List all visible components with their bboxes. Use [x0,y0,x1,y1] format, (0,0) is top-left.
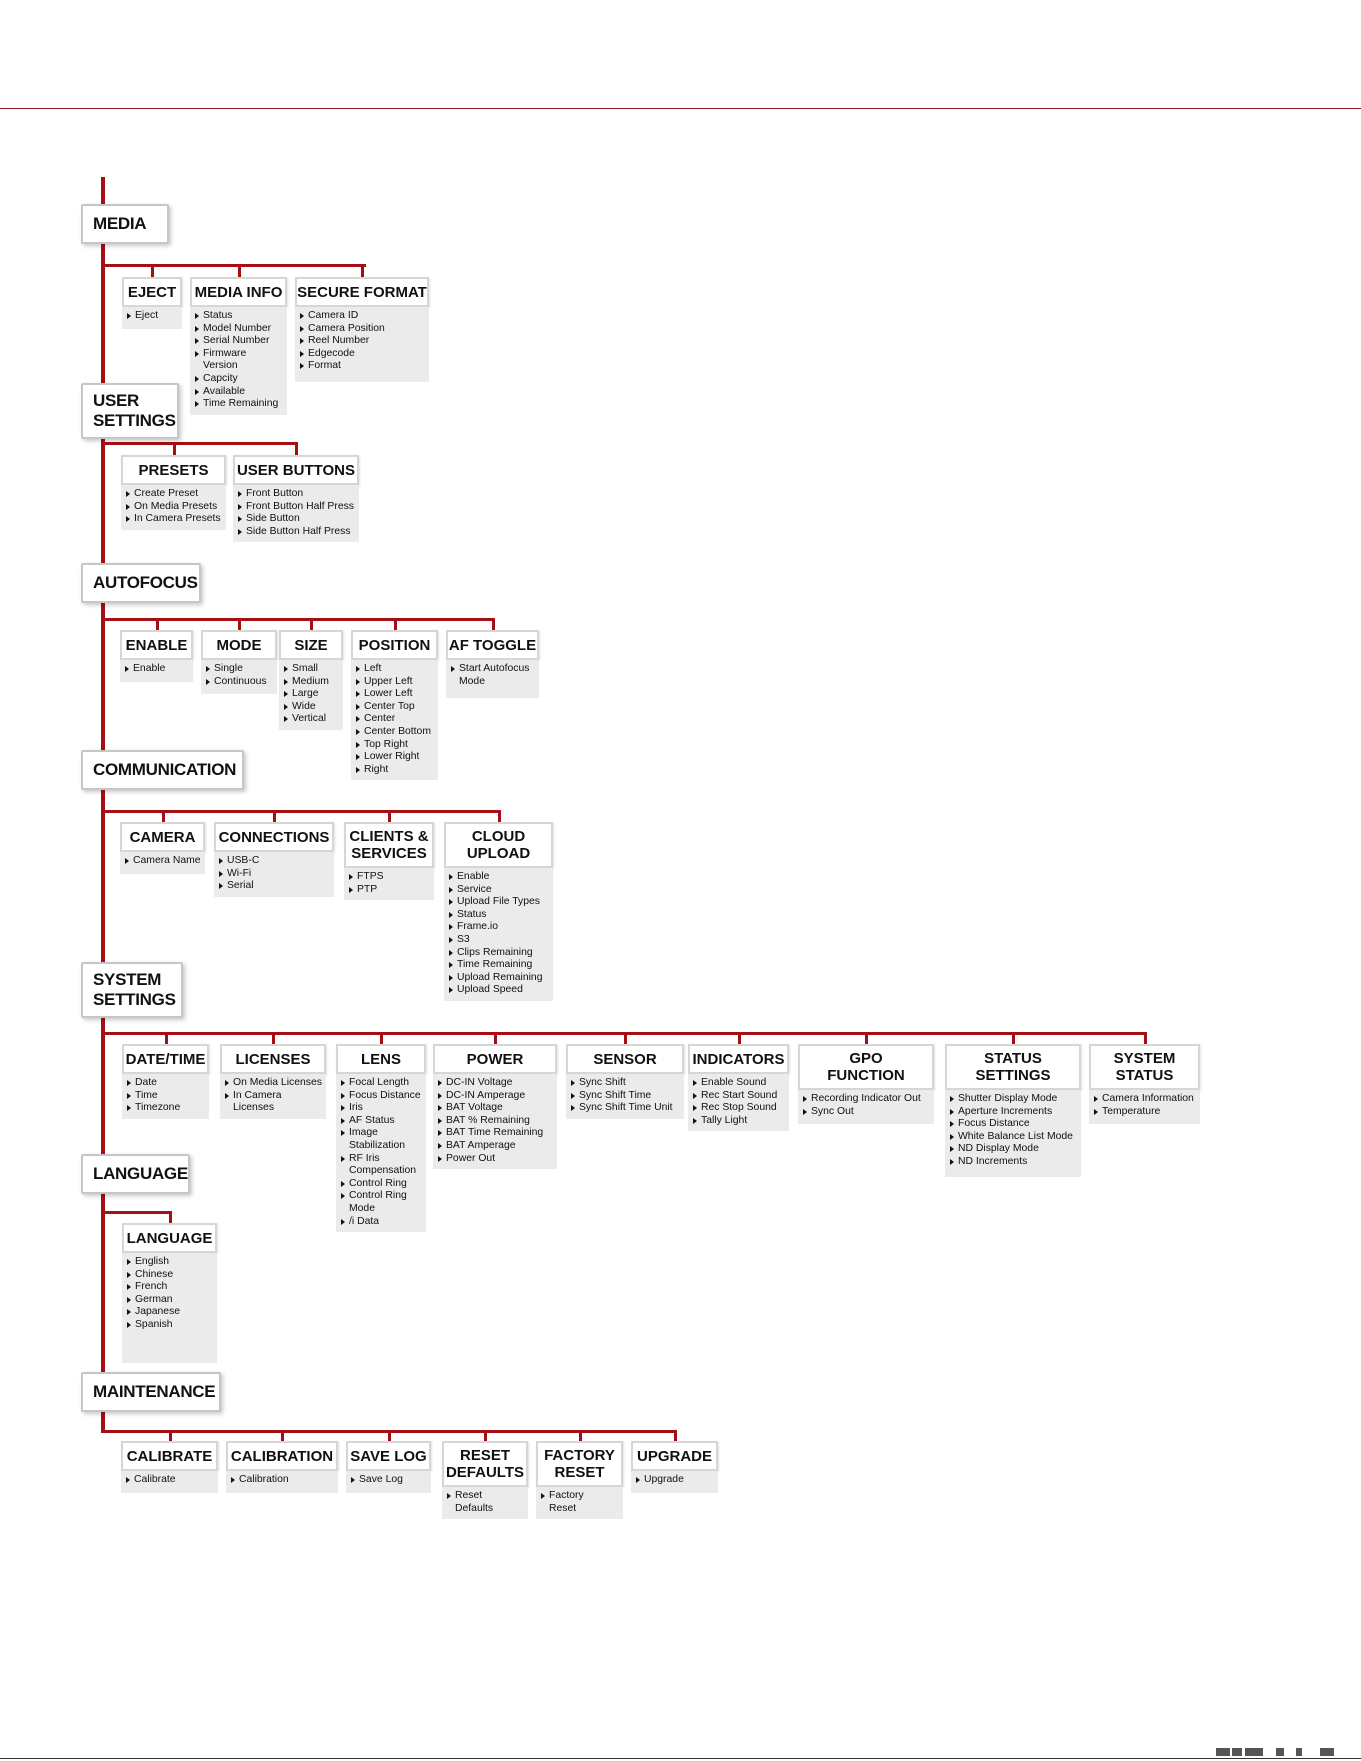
menu-item[interactable]: Camera Position [299,323,425,336]
submenu-items [631,1471,718,1493]
menu-item[interactable]: Status [194,310,283,323]
submenu-items [121,1471,218,1493]
menu-item[interactable]: Sync Shift Time Unit [570,1102,680,1115]
submenu-title[interactable]: LENS [336,1044,426,1074]
menu-item[interactable]: Camera ID [299,310,425,323]
submenu-items [122,307,182,329]
submenu-secure-format [295,277,429,382]
menu-item[interactable]: Camera Information [1093,1093,1196,1106]
menu-item[interactable]: Enable Sound [692,1077,785,1090]
menu-item[interactable]: On Media Presets [125,501,222,514]
submenu-items [446,660,539,698]
submenu-items [121,485,226,530]
submenu-items [336,1074,426,1232]
section-communication[interactable]: COMMUNICATION [81,750,244,790]
menu-item[interactable]: Rec Start Sound [692,1090,785,1103]
menu-item[interactable]: ND Increments [949,1156,1077,1169]
menu-item[interactable]: Firmware Version [194,348,283,373]
menu-item[interactable]: On Media Licenses [224,1077,322,1090]
menu-item[interactable]: Image Stabilization [340,1127,422,1152]
menu-item[interactable]: Single [205,663,273,676]
submenu-title[interactable]: LANGUAGE [122,1223,217,1253]
submenu-size [279,630,343,730]
menu-item[interactable]: Wide [283,701,339,714]
submenu-presets [121,455,226,530]
connector-eject [151,264,154,277]
menu-item[interactable]: Iris [340,1102,422,1115]
connector-calibration [281,1430,284,1441]
menu-item[interactable]: Time Remaining [194,398,283,411]
submenu-items [201,660,277,694]
submenu-save-log [346,1441,431,1493]
submenu-enable [120,630,193,682]
footer-mark [1245,1748,1263,1756]
submenu-language [122,1223,217,1363]
menu-item[interactable]: Save Log [350,1474,427,1487]
menu-item[interactable]: Upper Left [355,676,434,689]
menu-item[interactable]: Left [355,663,434,676]
submenu-items [442,1487,528,1519]
menu-item[interactable]: White Balance List Mode [949,1131,1077,1144]
menu-item[interactable]: Available [194,386,283,399]
menu-item[interactable]: AF Status [340,1115,422,1128]
branch-line-autofocus [101,618,493,621]
submenu-title[interactable]: UPGRADE [631,1441,718,1471]
submenu-title[interactable]: CAMERA [120,822,205,852]
submenu-title[interactable]: MEDIA INFO [190,277,287,307]
menu-item[interactable]: Sync Shift [570,1077,680,1090]
submenu-items [214,852,334,897]
menu-item[interactable]: English [126,1256,213,1269]
menu-item[interactable]: Medium [283,676,339,689]
menu-item[interactable]: Serial [218,880,330,893]
footer-mark [1276,1748,1284,1756]
menu-item[interactable]: In Camera Presets [125,513,222,526]
menu-item[interactable]: German [126,1294,213,1307]
menu-item[interactable]: Large [283,688,339,701]
connector-clients-services [388,810,391,822]
menu-item[interactable]: Enable [448,871,549,884]
menu-item[interactable]: Side Button Half Press [237,526,355,539]
submenu-title[interactable]: STATUS SETTINGS [945,1044,1081,1090]
connector-power [494,1032,497,1044]
menu-item[interactable]: BAT % Remaining [437,1115,553,1128]
menu-item[interactable]: Sync Out [802,1106,930,1119]
connector-enable [156,618,159,630]
submenu-lens [336,1044,426,1232]
connector-af-toggle [492,618,495,630]
submenu-af-toggle [446,630,539,698]
footer-mark [1232,1748,1242,1756]
menu-item[interactable]: Date [126,1077,205,1090]
menu-item[interactable]: BAT Time Remaining [437,1127,553,1140]
section-maintenance[interactable]: MAINTENANCE [81,1372,221,1412]
submenu-items [233,485,359,542]
menu-item[interactable]: Reel Number [299,335,425,348]
submenu-user-buttons [233,455,359,542]
submenu-licenses [220,1044,326,1119]
submenu-items [220,1074,326,1119]
menu-item[interactable]: Chinese [126,1269,213,1282]
menu-item[interactable]: Time [126,1090,205,1103]
menu-item[interactable]: BAT Voltage [437,1102,553,1115]
submenu-title[interactable]: SECURE FORMAT [295,277,429,307]
submenu-clients-services [344,822,434,900]
menu-item[interactable]: Sync Shift Time [570,1090,680,1103]
submenu-title[interactable]: RESET DEFAULTS [442,1441,528,1487]
menu-item[interactable]: Center Top [355,701,434,714]
submenu-items [295,307,429,382]
submenu-items [945,1090,1081,1177]
submenu-title[interactable]: CLOUD UPLOAD [444,822,553,868]
submenu-items [190,307,287,415]
menu-item[interactable]: DC-IN Amperage [437,1090,553,1103]
menu-item[interactable]: Focus Distance [949,1118,1077,1131]
submenu-title[interactable]: EJECT [122,277,182,307]
submenu-date-time [122,1044,209,1119]
connector-size [310,618,313,630]
menu-item[interactable]: Right [355,764,434,777]
menu-item[interactable]: Calibration [230,1474,334,1487]
menu-item[interactable]: Model Number [194,323,283,336]
submenu-reset-defaults [442,1441,528,1519]
submenu-items [536,1487,623,1519]
submenu-items [566,1074,684,1119]
menu-item[interactable]: Control Ring [340,1178,422,1191]
connector-upgrade [674,1430,677,1441]
footer-rule [0,1758,1361,1759]
menu-item[interactable]: Enable [124,663,189,676]
submenu-title[interactable]: SYSTEM STATUS [1089,1044,1200,1090]
connector-sensor [624,1032,627,1044]
section-language[interactable]: LANGUAGE [81,1154,190,1194]
submenu-factory-reset [536,1441,623,1519]
menu-item[interactable]: Service [448,884,549,897]
connector-gpo-function [865,1032,868,1044]
submenu-items [226,1471,338,1493]
section-user-settings[interactable]: USER SETTINGS [81,383,179,439]
menu-item[interactable]: Center [355,713,434,726]
menu-item[interactable]: Time Remaining [448,959,549,972]
connector-save-log [388,1430,391,1441]
menu-item[interactable]: Reset Defaults [446,1490,524,1515]
connector-reset-defaults [484,1430,487,1441]
connector-position [394,618,397,630]
connector-secure-format [361,264,364,277]
menu-item[interactable]: Focus Distance [340,1090,422,1103]
submenu-title[interactable]: CALIBRATION [226,1441,338,1471]
menu-item[interactable]: Timezone [126,1102,205,1115]
submenu-upgrade [631,1441,718,1493]
submenu-title[interactable]: CONNECTIONS [214,822,334,852]
menu-item[interactable]: Clips Remaining [448,947,549,960]
menu-item[interactable]: USB-C [218,855,330,868]
menu-item[interactable]: Format [299,360,425,373]
submenu-calibration [226,1441,338,1493]
connector-licenses [272,1032,275,1044]
branch-line-media [101,264,366,267]
connector-camera [162,810,165,822]
submenu-items [351,660,438,780]
menu-item[interactable]: Lower Right [355,751,434,764]
menu-item[interactable]: Upload File Types [448,896,549,909]
menu-item[interactable]: Control Ring Mode [340,1190,422,1215]
submenu-items [1089,1090,1200,1124]
menu-item[interactable]: Continuous [205,676,273,689]
menu-item[interactable]: Front Button [237,488,355,501]
menu-item[interactable]: /i Data [340,1216,422,1229]
submenu-title[interactable]: SIZE [279,630,343,660]
menu-item[interactable]: Calibrate [125,1474,214,1487]
footer-mark [1296,1748,1302,1756]
menu-item[interactable]: Tally Light [692,1115,785,1128]
submenu-title[interactable]: ENABLE [120,630,193,660]
menu-item[interactable]: Small [283,663,339,676]
submenu-status-settings [945,1044,1081,1177]
header-rule [0,108,1361,109]
menu-item[interactable]: Vertical [283,713,339,726]
menu-item[interactable]: Wi-Fi [218,868,330,881]
connector-date-time [165,1032,168,1044]
submenu-system-status [1089,1044,1200,1124]
menu-item[interactable]: Spanish [126,1319,213,1332]
submenu-items [346,1471,431,1493]
connector-cloud-upload [498,810,501,822]
section-system-settings[interactable]: SYSTEM SETTINGS [81,962,183,1018]
menu-item[interactable]: Center Bottom [355,726,434,739]
menu-item[interactable]: Front Button Half Press [237,501,355,514]
submenu-title[interactable]: SENSOR [566,1044,684,1074]
submenu-title[interactable]: CLIENTS & SERVICES [344,822,434,868]
menu-item[interactable]: Recording Indicator Out [802,1093,930,1106]
menu-item[interactable]: Frame.io [448,921,549,934]
menu-item[interactable]: Focal Length [340,1077,422,1090]
menu-item[interactable]: Top Right [355,739,434,752]
menu-item[interactable]: Upgrade [635,1474,714,1487]
submenu-items [122,1253,217,1363]
menu-item[interactable]: ND Display Mode [949,1143,1077,1156]
submenu-items [344,868,434,900]
footer-mark [1216,1748,1230,1756]
branch-line-user-settings [101,442,297,445]
submenu-title[interactable]: GPO FUNCTION [798,1044,934,1090]
submenu-gpo-function [798,1044,934,1124]
submenu-items [444,868,553,1001]
submenu-connections [214,822,334,897]
submenu-title[interactable]: POWER [433,1044,557,1074]
connector-user-buttons [295,442,298,455]
submenu-title[interactable]: USER BUTTONS [233,455,359,485]
submenu-cloud-upload [444,822,553,1001]
footer-mark [1320,1748,1334,1756]
menu-item[interactable]: BAT Amperage [437,1140,553,1153]
menu-item[interactable]: Upload Speed [448,984,549,997]
menu-item[interactable]: Capcity [194,373,283,386]
menu-item[interactable]: Temperature [1093,1106,1196,1119]
menu-item[interactable]: Japanese [126,1306,213,1319]
menu-item[interactable]: Start Autofocus Mode [450,663,535,688]
submenu-items [120,660,193,682]
submenu-calibrate [121,1441,218,1493]
menu-item[interactable]: Status [448,909,549,922]
connector-media-info [238,264,241,277]
submenu-camera [120,822,205,874]
menu-item[interactable]: Create Preset [125,488,222,501]
menu-item[interactable]: French [126,1281,213,1294]
submenu-items [122,1074,209,1119]
submenu-title[interactable]: AF TOGGLE [446,630,539,660]
branch-line-language [101,1211,172,1214]
submenu-title[interactable]: INDICATORS [688,1044,789,1074]
connector-factory-reset [579,1430,582,1441]
submenu-title[interactable]: FACTORY RESET [536,1441,623,1487]
connector-calibrate [169,1430,172,1441]
submenu-position [351,630,438,780]
menu-item[interactable]: Rec Stop Sound [692,1102,785,1115]
submenu-title[interactable]: DATE/TIME [122,1044,209,1074]
menu-item[interactable]: Lower Left [355,688,434,701]
section-media[interactable]: MEDIA [81,204,169,244]
menu-item[interactable]: Serial Number [194,335,283,348]
menu-item[interactable]: Aperture Increments [949,1106,1077,1119]
submenu-sensor [566,1044,684,1119]
submenu-title[interactable]: CALIBRATE [121,1441,218,1471]
menu-item[interactable]: Edgecode [299,348,425,361]
section-autofocus[interactable]: AUTOFOCUS [81,563,201,603]
menu-item[interactable]: Upload Remaining [448,972,549,985]
submenu-media-info [190,277,287,415]
submenu-title[interactable]: SAVE LOG [346,1441,431,1471]
menu-item[interactable]: Power Out [437,1153,553,1166]
menu-item[interactable]: PTP [348,884,430,897]
submenu-items [798,1090,934,1124]
menu-item[interactable]: Side Button [237,513,355,526]
menu-item[interactable]: Shutter Display Mode [949,1093,1077,1106]
menu-item[interactable]: S3 [448,934,549,947]
tree-trunk-line [101,177,105,1431]
connector-language [169,1211,172,1223]
submenu-mode [201,630,277,694]
submenu-items [433,1074,557,1169]
submenu-title[interactable]: POSITION [351,630,438,660]
connector-system-status [1144,1032,1147,1044]
submenu-indicators [688,1044,789,1131]
connector-presets [173,442,176,455]
submenu-items [279,660,343,730]
menu-item[interactable]: Factory Reset [540,1490,619,1515]
submenu-title[interactable]: LICENSES [220,1044,326,1074]
submenu-items [688,1074,789,1131]
submenu-title[interactable]: MODE [201,630,277,660]
connector-status-settings [1012,1032,1015,1044]
connector-indicators [738,1032,741,1044]
menu-item[interactable]: DC-IN Voltage [437,1077,553,1090]
menu-item[interactable]: Eject [126,310,178,323]
branch-line-communication [101,810,498,813]
connector-connections [273,810,276,822]
connector-mode [238,618,241,630]
menu-item[interactable]: FTPS [348,871,430,884]
menu-item[interactable]: In Camera Licenses [224,1090,322,1115]
submenu-title[interactable]: PRESETS [121,455,226,485]
submenu-eject [122,277,182,329]
connector-lens [380,1032,383,1044]
submenu-items [120,852,205,874]
submenu-power [433,1044,557,1169]
menu-item[interactable]: RF Iris Compensation [340,1153,422,1178]
menu-item[interactable]: Camera Name [124,855,201,868]
